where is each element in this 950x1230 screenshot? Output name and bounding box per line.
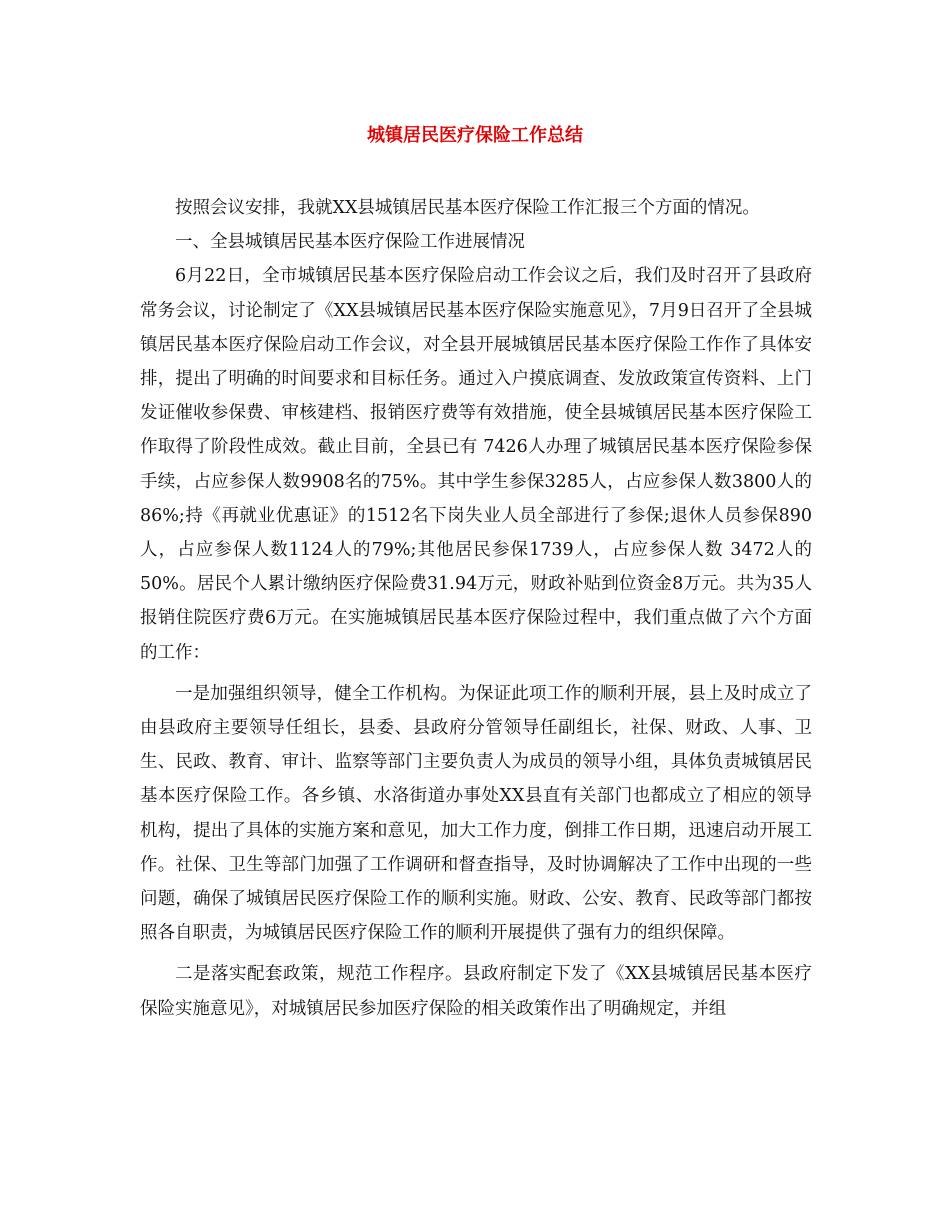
paragraph-organization: 一是加强组织领导，健全工作机构。为保证此项工作的顺利开展，县上及时成立了由县政府主要领导任组长，县委、县政府分管领导任副组长，社保、财政、人事、卫生、民政、教育、审计、监察等部门主要负责人为成员的领导小组，具体负责城镇居民基本医疗保险工作。各乡镇、水洛街道办事处XX县直有关部门也都成立了相应的领导机构，提出了具体的实施方案和意见，加大工作力度，倒排工作日期，迅速启动开展工作。社保、卫生等部门加强了工作调研和督查指导，及时协调解决了工作中出现的一些问题，确保了城镇居民医疗保险工作的顺利实施。财政、公安、教育、民政等部门都按照各自职责，为城镇居民医疗保险工作的顺利开展提供了强有力的组织保障。 [140,683,812,944]
paragraph-progress: 6月22日，全市城镇居民基本医疗保险启动工作会议之后，我们及时召开了县政府常务会议，讨论制定了《XX县城镇居民基本医疗保险实施意见》，7月9日召开了全县城镇居民基本医疗保险启动工作会议，对全县开展城镇居民基本医疗保险工作作了具体安排，提出了明确的时间要求和目标任务。通过入户摸底调查、发放政策宣传资料、上门发证催收参保费、审核建档、报销医疗费等有效措施，使全县城镇居民基本医疗保险工作取得了阶段性成效。截止目前，全县已有 7426人办理了城镇居民基本医疗保险参保手续，占应参保人数9908名的75%。其中学生参保3285人，占应参保人数3800人的86%;持《再就业优惠证》的1512名下岗失业人员全部进行了参保;退休人员参保890人，占应参保人数1124人的79%;其他居民参保1739人，占应参保人数 3472人的50%。居民个人累计缴纳医疗保险费31.94万元，财政补贴到位资金8万元。共为35人报销住院医疗费6万元。在实施城镇居民基本医疗保险过程中，我们重点做了六个方面的工作： [140,266,812,663]
document-title: 城镇居民医疗保险工作总结 [367,125,583,146]
paragraph-policy: 二是落实配套政策，规范工作程序。县政府制定下发了《XX县城镇居民基本医疗保险实施意见》，对城镇居民参加医疗保险的相关政策作出了明确规定，并组 [140,964,812,1019]
paragraph-intro: 按照会议安排，我就XX县城镇居民基本医疗保险工作汇报三个方面的情况。 [175,198,760,218]
document-body [140,191,812,1026]
section-heading-progress: 一、全县城镇居民基本医疗保险工作进展情况 [175,232,525,253]
